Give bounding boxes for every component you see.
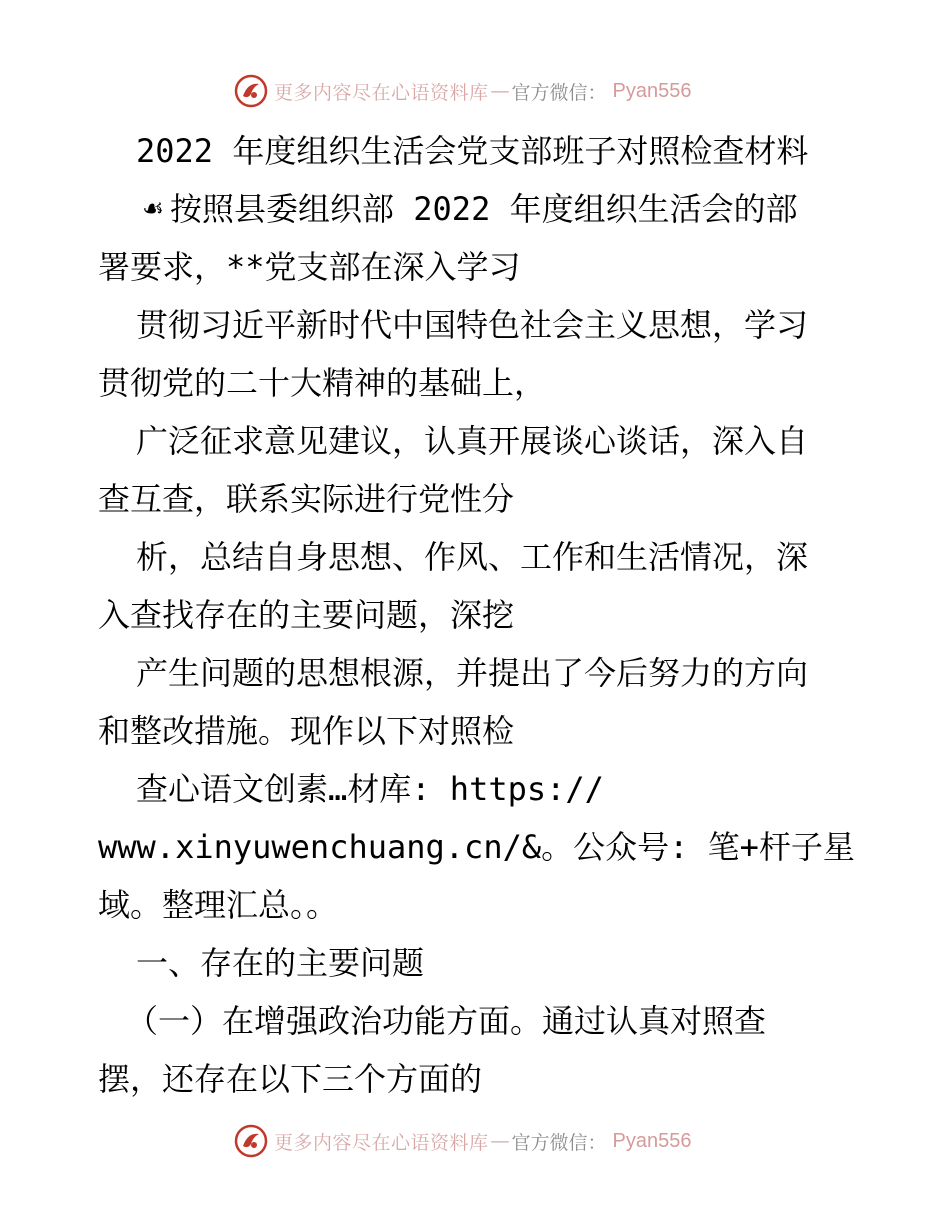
brand-logo-icon [234,74,268,108]
banner-wechat-label: 官方微信： [511,1131,607,1154]
paragraph-line: 摆，还存在以下三个方面的 [98,1060,483,1098]
banner-wechat-id: Pyan556 [612,79,692,102]
banner-wechat-id: Pyan556 [612,1129,692,1152]
banner-wechat-label: 官方微信： [511,81,607,104]
paragraph-line: www.xinyuwenchuang.cn/&。公众号: 笔+杆子星 [98,828,855,866]
document-title: 2022 年度组织生活会党支部班子对照检查材料 [136,132,809,170]
document-body [98,122,858,1108]
paragraph-line: 和整改措施。现作以下对照检 [98,712,515,750]
banner-text: 更多内容尽在心语资料库 [274,1131,489,1154]
paragraph-line: 域。整理汇总。。 [98,886,339,924]
paragraph-line: 查互查，联系实际进行党性分 [98,480,515,518]
paragraph-line: 贯彻党的二十大精神的基础上， [98,364,547,402]
paragraph-line [98,180,858,238]
paragraph-line: 署要求，**党支部在深入学习 [98,248,521,286]
line-text: 按照县委组织部 2022 年度组织生活会的部 [170,190,798,228]
brand-logo-icon [234,1124,268,1158]
paragraph-line: 产生问题的思想根源，并提出了今后努力的方向 [136,654,809,692]
subsection-line: （一）在增强政治功能方面。通过认真对照查 [126,1002,767,1040]
banner-separator: — [490,1130,510,1152]
paragraph-line: 析，总结自身思想、作风、工作和生活情况，深 [136,538,809,576]
paragraph-line: 贯彻习近平新时代中国特色社会主义思想，学习 [136,306,809,344]
leaf-ornament-icon: ☙ [143,190,163,228]
paragraph-line: 查心语文创素…材库: https:// [136,770,604,808]
banner-separator: — [490,80,510,102]
paragraph-line: 广泛征求意见建议，认真开展谈心谈话，深入自 [136,422,809,460]
paragraph-line: 入查找存在的主要问题，深挖 [98,596,515,634]
banner-text: 更多内容尽在心语资料库 [274,81,489,104]
footer-banner [234,1124,692,1158]
header-banner [234,74,692,108]
section-heading: 一、存在的主要问题 [136,944,425,982]
